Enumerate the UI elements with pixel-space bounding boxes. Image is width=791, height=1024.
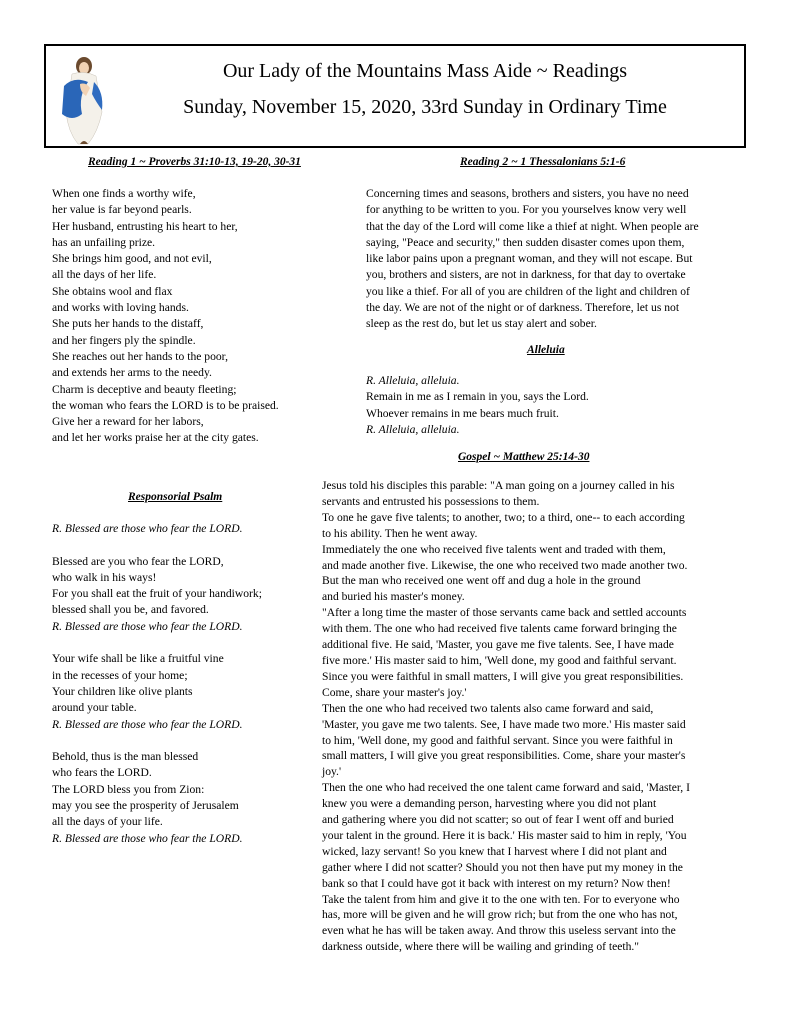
text-line: sleep as the rest do, but let us stay alert and sober.: [366, 317, 597, 331]
text-line: and let her works praise her at the city gates.: [52, 431, 259, 445]
text-line: you like a thief. For all of you are children of the light and children of: [366, 284, 690, 298]
text-line: knew you were a demanding person, harvesting where you did not plant: [322, 797, 657, 811]
text-line: with them. The one who had received five talents came forward bringing the: [322, 622, 677, 636]
text-line: wicked, lazy servant! So you knew that I harvest where I did not plant and: [322, 844, 667, 858]
text-line: the woman who fears the LORD is to be praised.: [52, 398, 279, 412]
text-line: Then the one who had received the one talent came forward and said, 'Master, I: [322, 781, 690, 795]
reading2-text: [366, 186, 699, 333]
text-line: Whoever remains in me bears much fruit.: [366, 406, 559, 420]
text-line: and buried his master's money.: [322, 590, 465, 604]
page-subtitle: Sunday, November 15, 2020, 33rd Sunday in Ordinary Time: [183, 96, 667, 118]
header-box: [44, 44, 746, 148]
page-title: Our Lady of the Mountains Mass Aide ~ Readings: [222, 60, 628, 82]
text-line: and her fingers ply the spindle.: [52, 333, 196, 347]
text-line: She brings him good, and not evil,: [52, 252, 212, 266]
text-line: additional five. He said, 'Master, you gave me five talents. See, I have made: [322, 638, 674, 652]
text-line: Your children like olive plants: [52, 684, 193, 698]
reading1-text: [52, 186, 279, 447]
text-line: She puts her hands to the distaff,: [52, 317, 204, 331]
reading2-heading: Reading 2 ~ 1 Thessalonians 5:1-6: [460, 156, 626, 168]
psalm-response: R. Blessed are those who fear the LORD.: [52, 619, 243, 633]
alleluia-text: [366, 373, 589, 438]
text-line: to him, 'Well done, my good and faithful servant. Since you were faithful in: [322, 733, 673, 747]
text-line: She reaches out her hands to the poor,: [52, 349, 228, 363]
text-line: who walk in his ways!: [52, 570, 157, 584]
text-line: her value is far beyond pearls.: [52, 203, 192, 217]
text-line: to his ability. Then he went away.: [322, 526, 478, 540]
text-line: that the day of the Lord will come like a thief at night. When people are: [366, 219, 699, 233]
text-line: When one finds a worthy wife,: [52, 187, 196, 200]
gospel-heading: Gospel ~ Matthew 25:14-30: [458, 451, 590, 463]
text-line: five more.' His master said to him, 'Well done, my good and faithful servant.: [322, 653, 677, 667]
text-line: saying, "Peace and security," then sudden disaster comes upon them,: [366, 235, 685, 249]
text-line: 'Master, you gave me two talents. See, I have made two more.' His master said: [322, 717, 686, 731]
text-line: all the days of her life.: [52, 268, 157, 282]
text-line: Remain in me as I remain in you, says the Lord.: [366, 390, 589, 404]
text-line: your talent in the ground. Here it is back.' His master said to him in reply, 'You: [322, 828, 687, 842]
alleluia-response: R. Alleluia, alleluia.: [366, 422, 460, 436]
text-line: bank so that I could have got it back with interest on my return? Now then!: [322, 876, 671, 890]
text-line: for anything to be written to you. For you yourselves know very well: [366, 203, 687, 217]
text-line: Charm is deceptive and beauty fleeting;: [52, 382, 237, 396]
psalm-text: [52, 521, 262, 847]
text-line: even what he has will be taken away. And throw this useless servant into the: [322, 924, 676, 938]
text-line: "After a long time the master of those servants came back and settled accounts: [322, 606, 687, 620]
psalm-response: R. Blessed are those who fear the LORD.: [52, 522, 243, 535]
text-line: For you shall eat the fruit of your handiwork;: [52, 587, 262, 601]
text-line: gather where I did not scatter? Should you not then have put my money in the: [322, 860, 683, 874]
text-line: Then the one who had received two talents also came forward and said,: [322, 701, 654, 715]
text-line: the day. We are not of the night or of darkness. Therefore, let us not: [366, 301, 680, 315]
text-line: Blessed are you who fear the LORD,: [52, 554, 224, 568]
text-line: To one he gave five talents; to another, two; to a third, one-- to each according: [322, 510, 685, 524]
text-line: has an unfailing prize.: [52, 235, 156, 249]
text-line: Concerning times and seasons, brothers and sisters, you have no need: [366, 187, 689, 200]
psalm-heading: Responsorial Psalm: [128, 491, 223, 503]
text-line: and made another five. Likewise, the one who received two made another two.: [322, 558, 688, 572]
alleluia-heading: Alleluia: [527, 344, 565, 356]
text-line: But the man who received one went off and dug a hole in the ground: [322, 574, 641, 588]
text-line: blessed shall you be, and favored.: [52, 603, 209, 617]
text-line: has, more will be given and he will grow rich; but from the one who has not,: [322, 908, 678, 922]
text-line: Your wife shall be like a fruitful vine: [52, 652, 224, 666]
text-line: Come, share your master's joy.': [322, 685, 467, 699]
text-line: and works with loving hands.: [52, 301, 189, 315]
text-line: The LORD bless you from Zion:: [52, 782, 205, 796]
text-line: Her husband, entrusting his heart to her,: [52, 219, 238, 233]
psalm-response: R. Blessed are those who fear the LORD.: [52, 831, 243, 845]
text-line: joy.': [322, 765, 342, 779]
text-line: and extends her arms to the needy.: [52, 366, 212, 380]
text-line: darkness outside, where there will be wailing and grinding of teeth.": [322, 940, 640, 954]
text-line: all the days of your life.: [52, 815, 163, 829]
text-line: Behold, thus is the man blessed: [52, 750, 199, 764]
text-line: may you see the prosperity of Jerusalem: [52, 799, 239, 813]
text-line: and gathering where you did not scatter; so out of fear I went off and buried: [322, 813, 674, 827]
text-line: in the recesses of your home;: [52, 668, 188, 682]
reading1-heading: Reading 1 ~ Proverbs 31:10-13, 19-20, 30-31: [88, 156, 301, 168]
psalm-response: R. Blessed are those who fear the LORD.: [52, 717, 243, 731]
text-line: Give her a reward for her labors,: [52, 415, 204, 429]
text-line: who fears the LORD.: [52, 766, 152, 780]
text-line: Jesus told his disciples this parable: "A man going on a journey called in his: [322, 479, 675, 492]
text-line: Since you were faithful in small matters, I will give you great responsibilities.: [322, 669, 684, 683]
text-line: servants and entrusted his possessions to them.: [322, 494, 540, 508]
text-line: small matters, I will give you great responsibilities. Come, share your master's: [322, 749, 686, 763]
text-line: you, brothers and sisters, are not in darkness, for that day to overtake: [366, 268, 686, 282]
text-line: Take the talent from him and give it to the one with ten. For to everyone who: [322, 892, 680, 906]
text-line: around your table.: [52, 701, 137, 715]
gospel-text: [322, 478, 690, 955]
alleluia-response: R. Alleluia, alleluia.: [366, 374, 460, 387]
text-line: She obtains wool and flax: [52, 284, 173, 298]
text-line: like labor pains upon a pregnant woman, and they will not escape. But: [366, 252, 693, 266]
text-line: Immediately the one who received five talents went and traded with them,: [322, 542, 666, 556]
